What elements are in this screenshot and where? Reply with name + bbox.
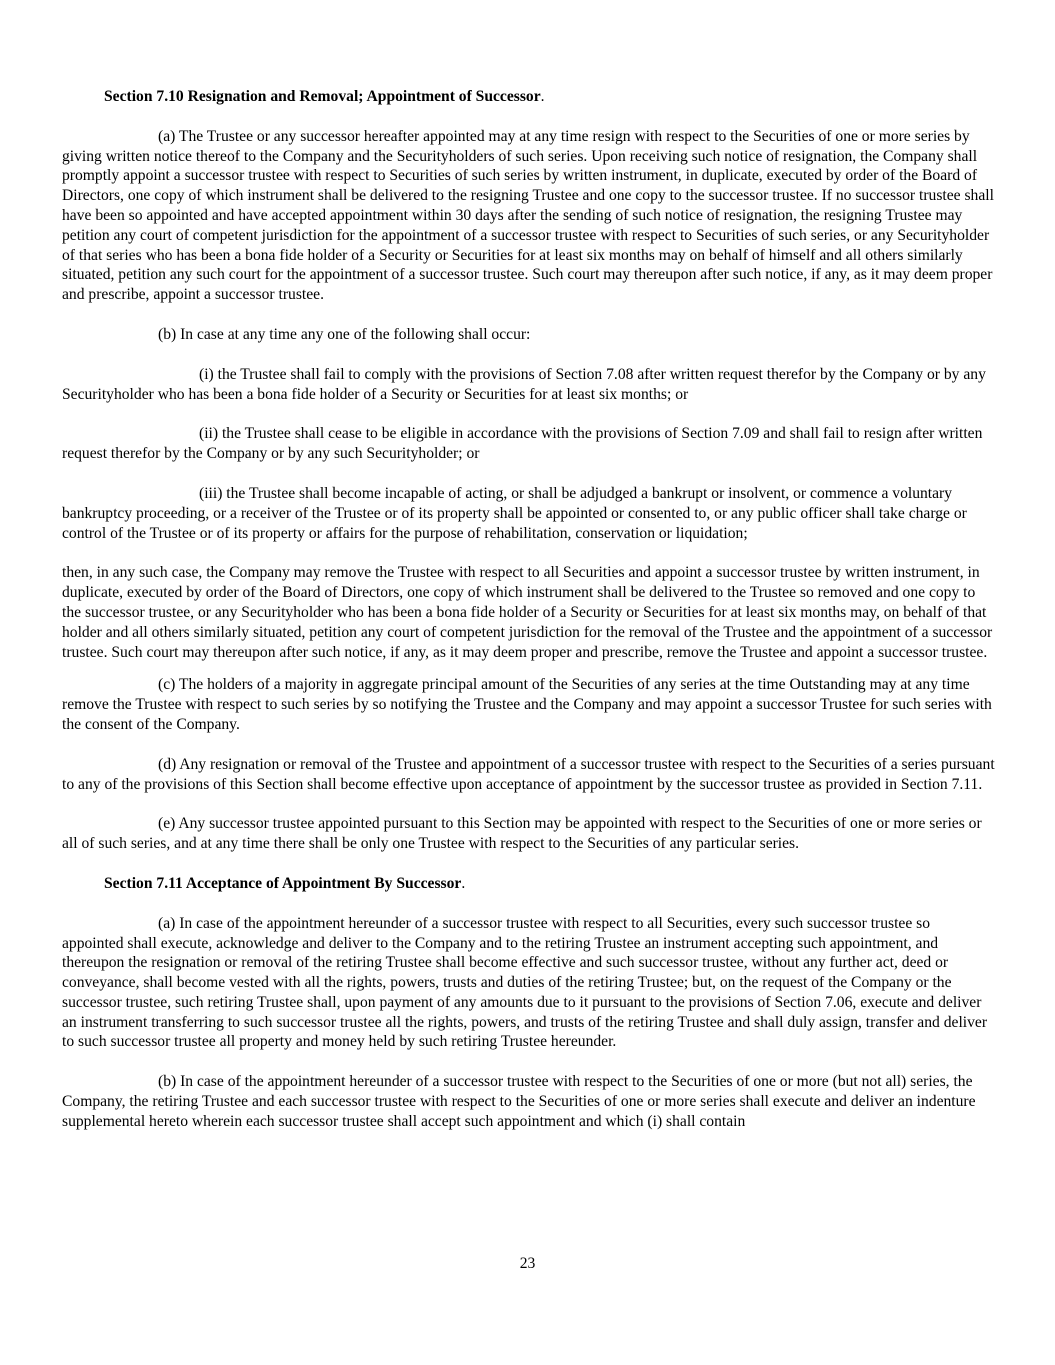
section-7-10-title-period: . [540,88,545,105]
section-7-10-paragraph-d: (d) Any resignation or removal of the Trustee and appointment of a successor trustee with respect to the Securities of a series pursuant to any of the provisions of this Section shall become effective upon acceptance of appointment by the successor trustee as provided in Section 7.11. [62,755,995,793]
section-7-10-heading [62,87,995,107]
section-7-10-paragraph-e: (e) Any successor trustee appointed pursuant to this Section may be appointed with respect to the Securities of one or more series or all of such series, and at any time there shall be only one Trustee with respect to the Securities of any particular series. [62,815,982,853]
section-7-10-paragraph-c: (c) The holders of a majority in aggregate principal amount of the Securities of any series at the time Outstanding may at any time remove the Trustee with respect to such series by so notifying the Trustee and the Company and may appoint a successor Trustee for such series with the consent of the Company. [62,676,992,733]
section-7-10-title: Section 7.10 Resignation and Removal; Appointment of Successor [104,88,541,105]
section-7-10-paragraph-b-i: (i) the Trustee shall fail to comply with the provisions of Section 7.08 after written request therefor by the Company or by any Securityholder who has been a bona fide holder of a Security or Securities for at least six months; or [62,365,986,403]
section-7-11-paragraph-a: (a) In case of the appointment hereunder of a successor trustee with respect to all Securities, every such successor trustee so appointed shall execute, acknowledge and deliver to the Company and to the retiring Trustee an instrument accepting such appointment, and thereupon the resignation or removal of the retiring Trustee shall become effective and such successor trustee, without any further act, deed or conveyance, shall become vested with all the rights, powers, trusts and duties of the retiring Trustee; but, on the request of the Company or the successor trustee, such retiring Trustee shall, upon payment of any amounts due to it pursuant to the provisions of Section 7.06, execute and deliver an instrument transferring to such successor trustee all the rights, powers, and trusts of the retiring Trustee and shall duly assign, transfer and deliver to such successor trustee all property and money held by such retiring Trustee hereunder. [62,914,988,1051]
document-page [62,87,995,1152]
section-7-11-paragraph-b: (b) In case of the appointment hereunder of a successor trustee with respect to the Securities of one or more (but not all) series, the Company, the retiring Trustee and each successor trustee with respect to the Securities of one or more series shall execute and deliver an indenture supplemental hereto wherein each successor trustee shall accept such appointment and which (i) shall contain [62,1073,976,1130]
section-7-10-paragraph-then: then, in any such case, the Company may remove the Trustee with respect to all Securities and appoint a successor trustee by written instrument, in duplicate, executed by order of the Board of Directors, one copy of which instrument shall be delivered to the Trustee so removed and one copy to the successor trustee, or any Securityholder who has been a bona fide holder of a Security or Securities for at least six months may, on behalf of that holder and all others similarly situated, petition any court of competent jurisdiction for the removal of the Trustee and the appointment of a successor trustee. Such court may thereupon after such notice, if any, as it may deem proper and prescribe, remove the Trustee and appoint a successor trustee. [62,564,993,661]
section-7-10-paragraph-b-ii: (ii) the Trustee shall cease to be eligible in accordance with the provisions of Section 7.09 and shall fail to resign after written request therefor by the Company or by any such Securityholder; or [62,425,983,463]
page-number: 23 [519,1255,536,1272]
section-7-10-paragraph-a: (a) The Trustee or any successor hereafter appointed may at any time resign with respect to the Securities of one or more series by giving written notice thereof to the Company and the Securityholders of such series. Upon receiving such notice of resignation, the Company shall promptly appoint a successor trustee with respect to Securities of such series by written instrument, in duplicate, executed by order of the Board of Directors, one copy of which instrument shall be delivered to the resigning Trustee and one copy to the successor trustee. If no successor trustee shall have been so appointed and have accepted appointment within 30 days after the sending of such notice of resignation, the resigning Trustee may petition any court of competent jurisdiction for the appointment of a successor trustee with respect to Securities of such series, or any Securityholder of that series who has been a bona fide holder of a Security or Securities for at least six months may on behalf of himself and all others similarly situated, petition any such court for the appointment of a successor trustee. Such court may thereupon after such notice, if any, as it may deem proper and prescribe, appoint a successor trustee. [62,127,994,304]
section-7-11-title-period: . [461,874,466,892]
section-7-10-paragraph-b: (b) In case at any time any one of the following shall occur: [158,325,531,343]
section-7-11-heading [62,874,995,894]
section-7-10-paragraph-b-iii: (iii) the Trustee shall become incapable of acting, or shall be adjudged a bankrupt or insolvent, or commence a voluntary bankruptcy proceeding, or a receiver of the Trustee or of its property shall be appointed or consented to, or any public officer shall take charge or control of the Trustee or of its property or affairs for the purpose of rehabilitation, conservation or liquidation; [62,484,967,542]
section-7-11-title: Section 7.11 Acceptance of Appointment By Successor [104,874,462,892]
